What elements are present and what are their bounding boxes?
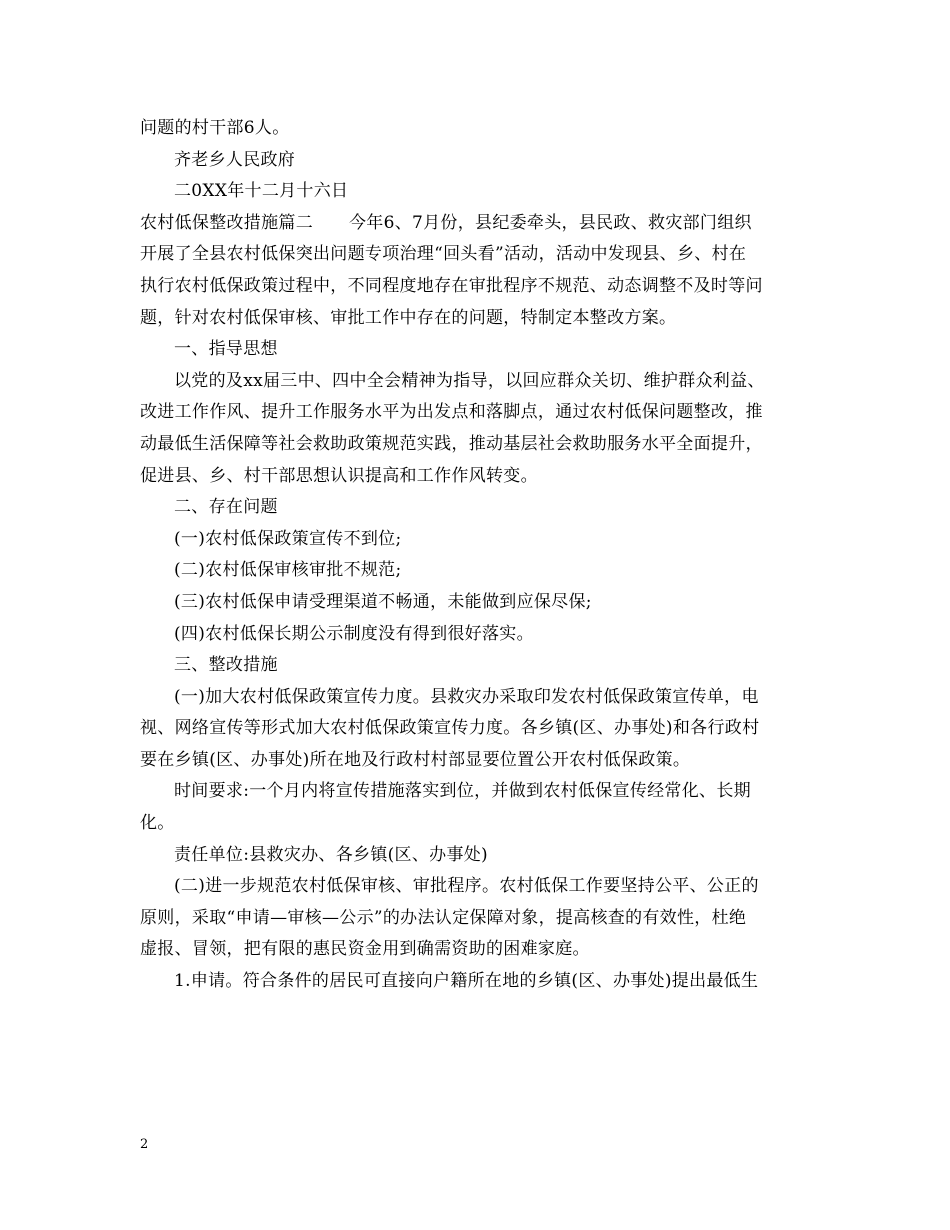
heading-existing-problems: 二、存在问题 [174, 497, 278, 518]
text-line-23: 化。 [140, 813, 175, 834]
text-line-1: 问题的村干部6人。 [140, 118, 290, 138]
text-line-25: (二)进一步规范农村低保审核、审批程序。农村低保工作要坚持公平、公正的 [174, 876, 759, 897]
text-line-5: 开展了全县农村低保突出问题专项治理“回头看”活动，活动中发现县、乡、村在 [140, 244, 747, 265]
text-line-28: 1.申请。符合条件的居民可直接向户籍所在地的乡镇(区、办事处)提出最低生 [174, 971, 759, 992]
text-line-4 [140, 208, 820, 240]
text-line-10: 改进工作作风、提升工作服务水平为出发点和落脚点，通过农村低保问题整改，推 [140, 402, 763, 423]
text-line-21: 要在乡镇(区、办事处)所在地及行政村村部显要位置公开农村低保政策。 [140, 749, 691, 770]
heading-guiding-ideology: 一、指导思想 [174, 339, 278, 360]
text-line-12: 促进县、乡、村干部思想认识提高和工作作风转变。 [140, 465, 538, 486]
problem-item-3: (三)农村低保申请受理渠道不畅通，未能做到应保尽保; [174, 591, 592, 612]
text-line-20: 视、网络宣传等形式加大农村低保政策宣传力度。各乡镇(区、办事处)和各行政村 [140, 718, 760, 739]
problem-item-4: (四)农村低保长期公示制度没有得到很好落实。 [174, 623, 534, 644]
problem-item-1: (一)农村低保政策宣传不到位; [174, 528, 402, 549]
text-line-22: 时间要求:一个月内将宣传措施落实到位，并做到农村低保宣传经常化、长期 [174, 781, 751, 802]
page-number: 2 [140, 1137, 149, 1152]
text-line-6: 执行农村低保政策过程中，不同程度地存在审批程序不规范、动态调整不及时等问 [140, 275, 763, 296]
heading-rectification-measures: 三、整改措施 [174, 655, 278, 676]
section-intro: 今年6、7月份，县纪委牵头，县民政、救灾部门组织 [349, 212, 752, 233]
text-line-26: 原则，采取“申请—审核—公示”的办法认定保障对象，提高核查的有效性，杜绝 [140, 907, 747, 928]
text-line-2: 齐老乡人民政府 [174, 149, 296, 170]
text-line-19: (一)加大农村低保政策宣传力度。县救灾办采取印发农村低保政策宣传单，电 [174, 686, 759, 707]
text-line-24: 责任单位:县救灾办、各乡镇(区、办事处) [174, 844, 488, 865]
text-line-7: 题，针对农村低保审核、审批工作中存在的问题，特制定本整改方案。 [140, 307, 677, 328]
document-body [140, 113, 820, 998]
text-line-3: 二0XX年十二月十六日 [174, 181, 349, 202]
text-line-11: 动最低生活保障等社会救助政策规范实践，推动基层社会救助服务水平全面提升， [140, 433, 763, 454]
text-line-27: 虚报、冒领，把有限的惠民资金用到确需资助的困难家庭。 [140, 939, 590, 960]
problem-item-2: (二)农村低保审核审批不规范; [174, 560, 402, 581]
section-title: 农村低保整改措施篇二 [140, 212, 313, 233]
text-line-9: 以党的及xx届三中、四中全会精神为指导，以回应群众关切、维护群众利益、 [174, 370, 765, 391]
